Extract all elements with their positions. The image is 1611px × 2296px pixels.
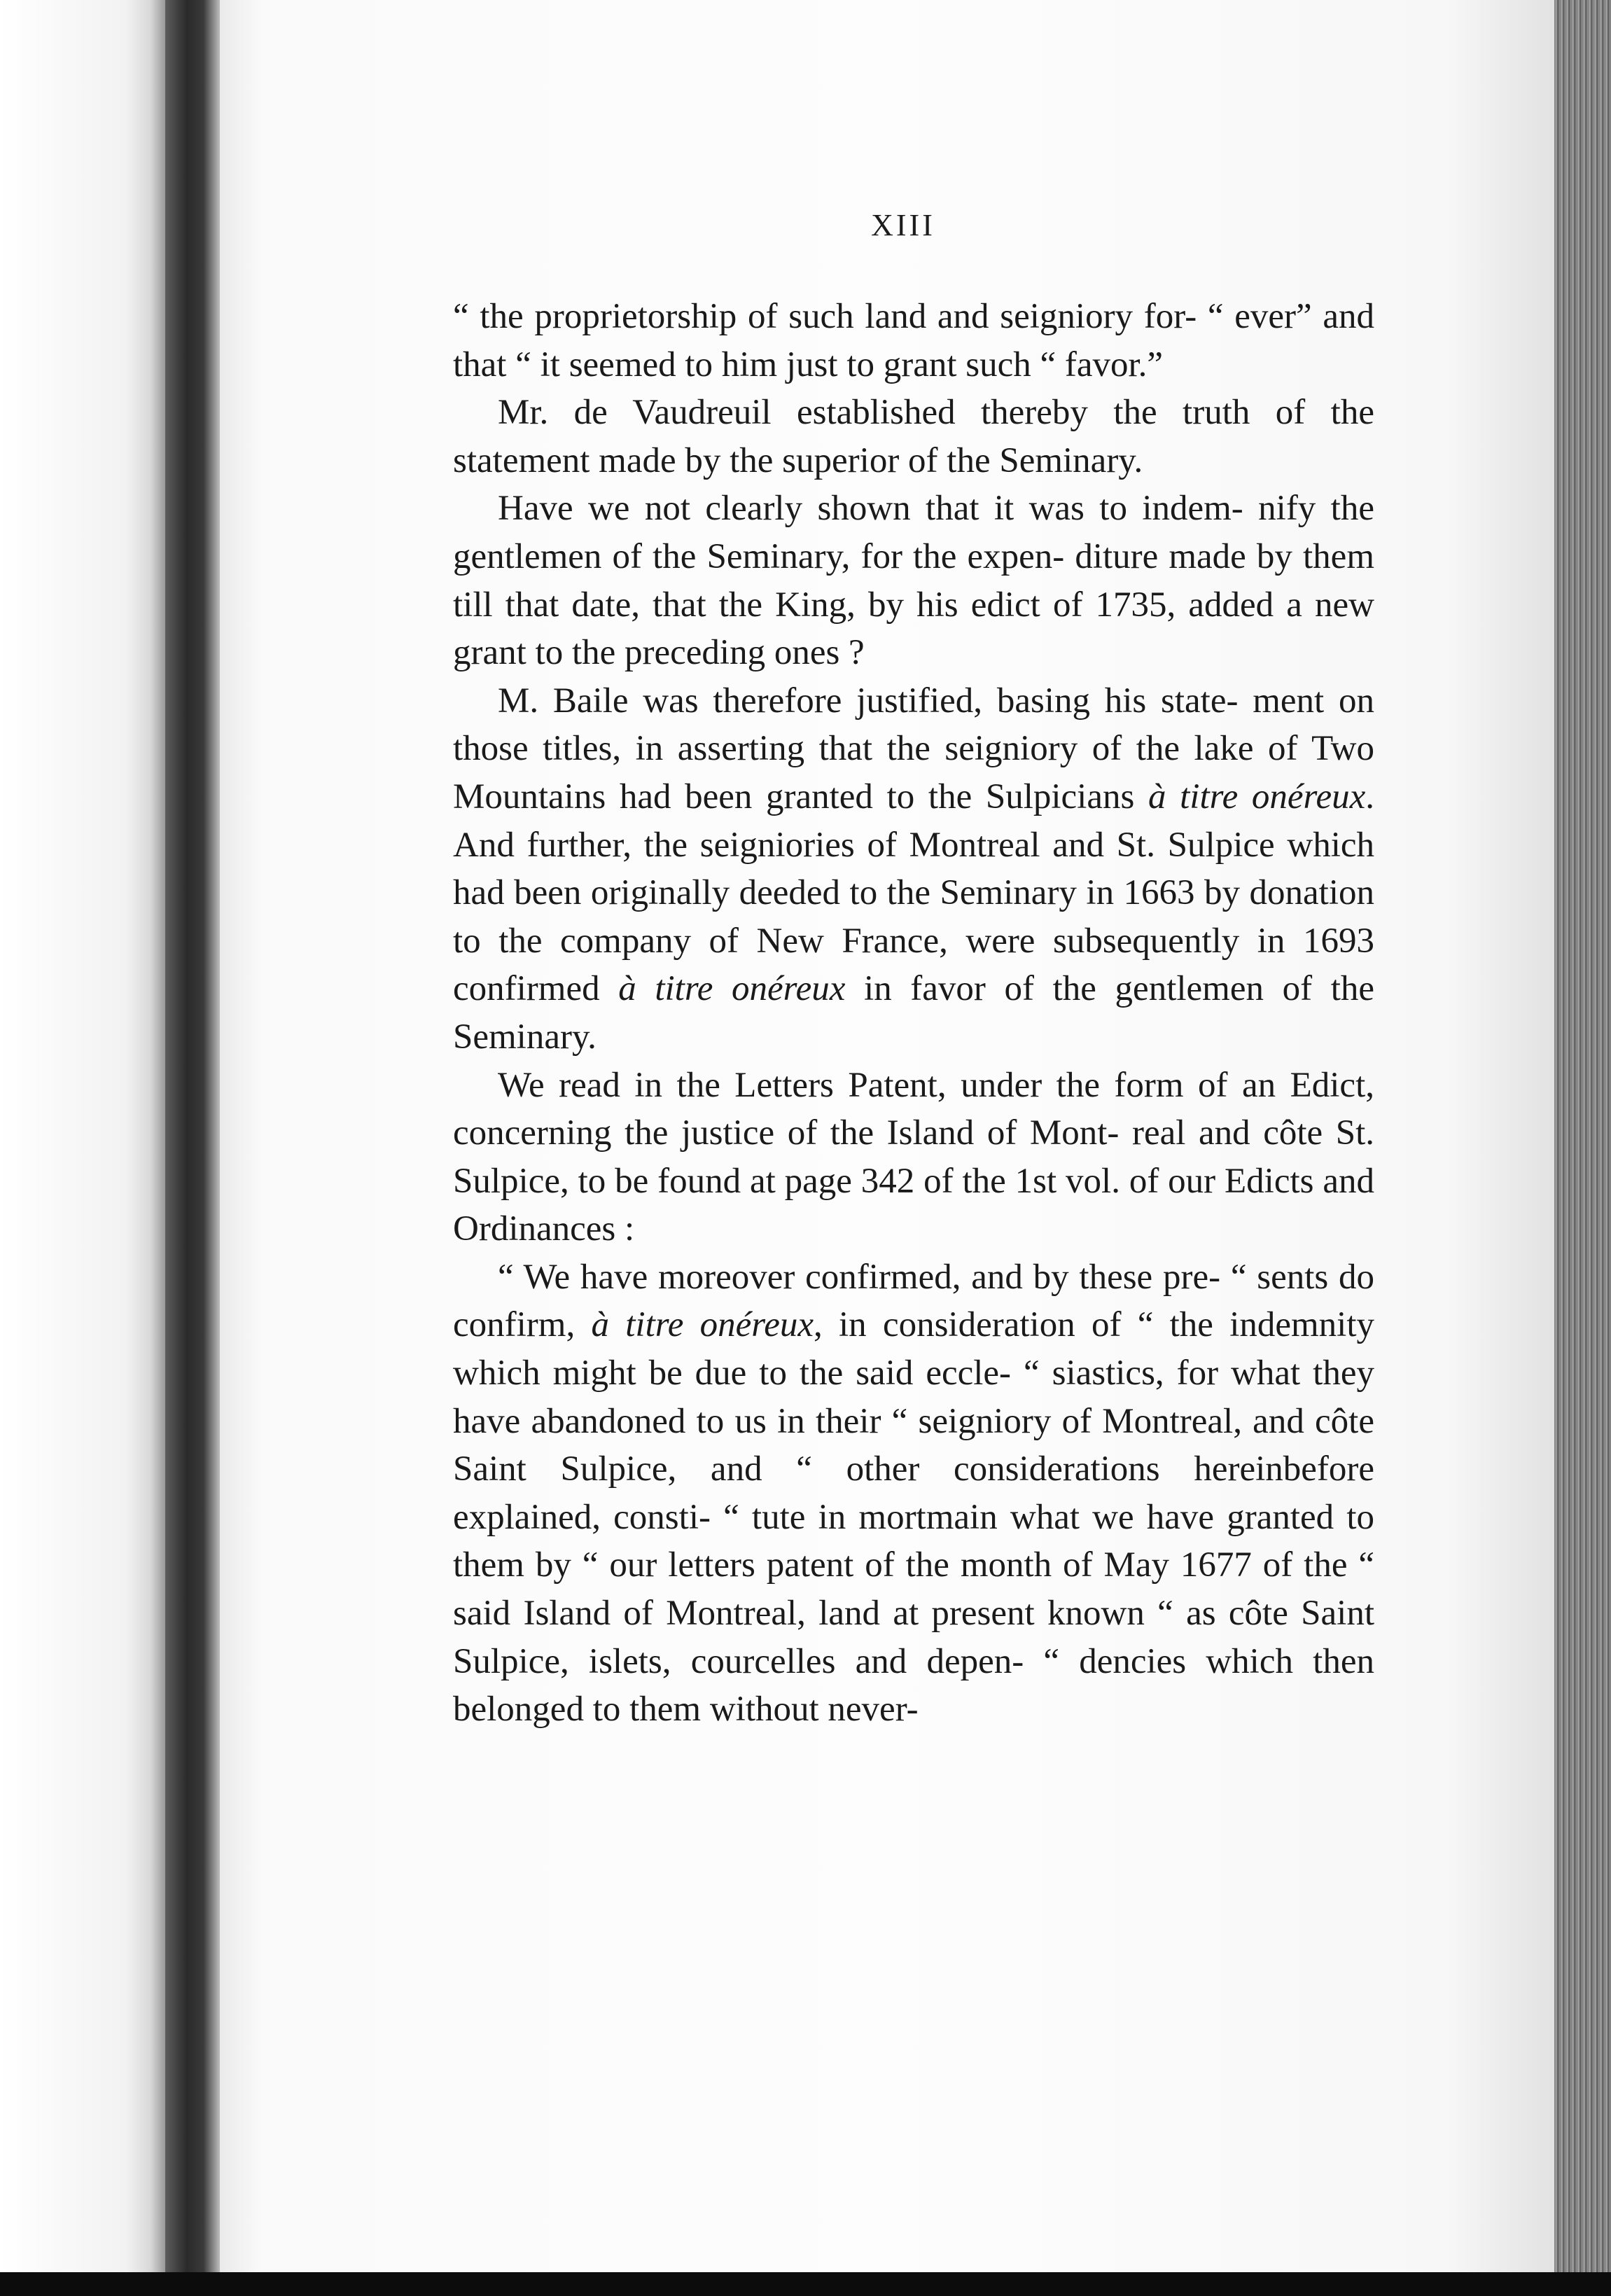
paragraph-4-part-1: M. Baile was therefore justified, basing his state- ment on those titles, in asserting that the seigniory of the lake of Two Mountains had been granted to the Sulpicians — [453, 681, 1374, 816]
book-gutter — [165, 0, 220, 2296]
running-head: XIII — [871, 208, 935, 242]
paragraph-6-italic: à titre onéreux — [591, 1305, 814, 1345]
paragraph-6-part-1: “ We have moreover confirmed, and by these pre- “ sents do confirm, — [453, 1257, 1374, 1345]
paragraph-2: Mr. de Vaudreuil established thereby the truth of the statement made by the superior of the Seminary. — [453, 393, 1374, 480]
facing-page-edge — [0, 0, 165, 2296]
body-text — [453, 293, 1374, 1734]
paragraph-4-italic-1: à titre onéreux — [1148, 777, 1366, 816]
paragraph-6-part-3: , in consideration of “ the indemnity which might be due to the said eccle- “ siastics, for what they have abandoned to us in their “ seigniory of Montreal, and côte Saint Sulpice, and “ other considerations hereinbefore explained, consti- “ tute in mortmain what we have granted to them by “ our letters patent of the month of May 1677 of the “ said Island of Montreal, land at present known “ as côte Saint Sulpice, islets, courcelles and depen- “ dencies which then belonged to them without never- — [453, 1305, 1375, 1730]
paragraph-4-part-3: . And further, the seigniories of Montreal and St. Sulpice which had been originally deeded to the Seminary in 1663 by donation to the company of New France, were subsequently in 1693 confirmed — [453, 777, 1374, 1009]
paragraph-5: We read in the Letters Patent, under the form of an Edict, concerning the justice of the Island of Mont- real and côte St. Sulpice, to be found at page 342 of the 1st vol. of our Edicts and Ordinances : — [453, 1065, 1374, 1249]
paragraph-4-part-5: in favor of the gentlemen of the Seminary. — [453, 969, 1374, 1057]
paragraph-1: “ the proprietorship of such land and seigniory for- “ ever” and that “ it seemed to him just to grant such “ favor.” — [453, 297, 1374, 384]
paragraph-4 — [453, 677, 1374, 1062]
paragraph-6-quotation — [453, 1253, 1374, 1734]
scan-bottom-border — [0, 2272, 1611, 2296]
paragraph-3: Have we not clearly shown that it was to indem- nify the gentlemen of the Seminary, for the expen- diture made by them till that date, that the King, by his edict of 1735, added a new grant to the preceding ones ? — [453, 489, 1374, 673]
paragraph-4-italic-2: à titre onéreux — [618, 969, 846, 1009]
page-fore-edge — [1554, 0, 1611, 2296]
